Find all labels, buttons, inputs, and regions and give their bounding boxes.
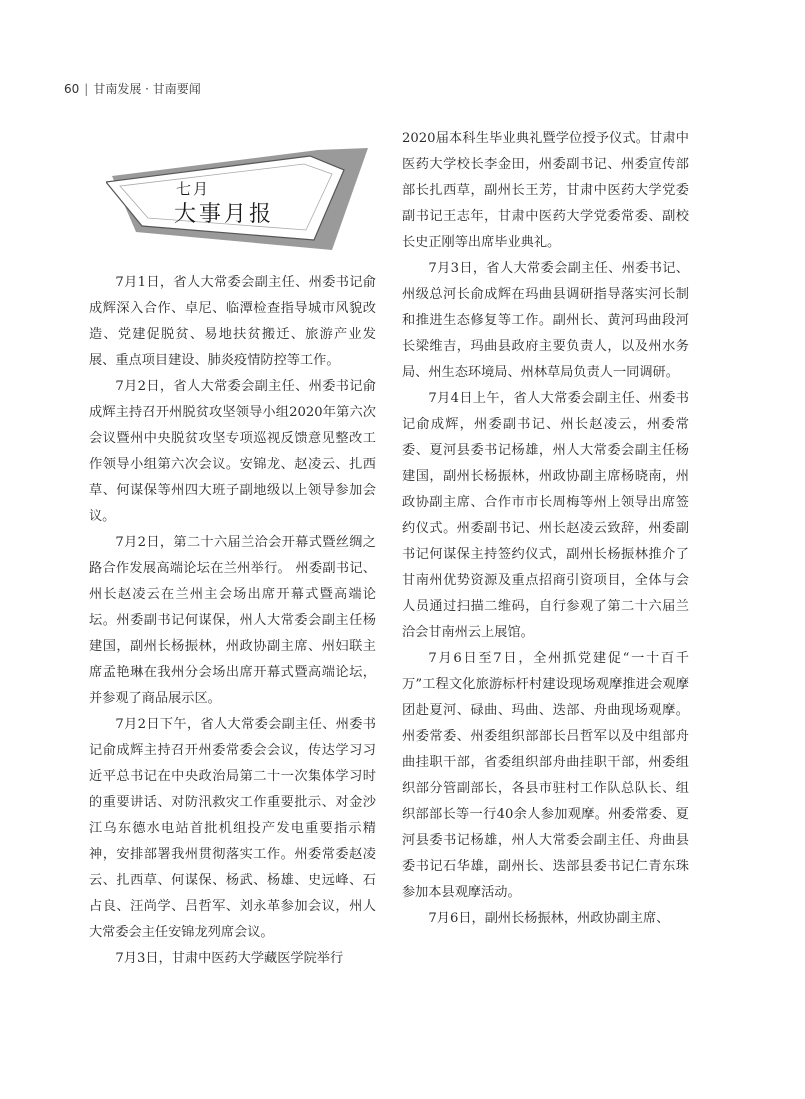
news-paragraph: 7月2日，省人大常委会副主任、州委书记俞成辉主持召开州脱贫攻坚领导小组2020年第六次会议暨州中央脱贫攻坚专项巡视反馈意见整改工作领导小组第六次会议。安锦龙、赵凌云、扎西草、何谋保等州四大班子副地级以上领导参加会议。 xyxy=(89,379,376,524)
right-column xyxy=(402,126,689,932)
news-paragraph: 7月3日，甘肃中医药大学藏医学院举行 xyxy=(115,951,344,966)
section-title: 甘南发展 · 甘南要闻 xyxy=(93,82,201,96)
news-paragraph: 7月1日，省人大常委会副主任、州委书记俞成辉深入合作、卓尼、临潭检查指导城市风貌改造、党建促脱贫、易地扶贫搬迁、旅游产业发展、重点项目建设、肺炎疫情防控等工作。 xyxy=(89,275,376,368)
news-paragraph: 7月2日下午，省人大常委会副主任、州委书记俞成辉主持召开州委常委会会议，传达学习习近平总书记在中央政治局第二十一次集体学习时的重要讲话、对防汛救灾工作重要批示、对金沙江乌东德水电站首批机组投产发电重要指示精神，安排部署我州贯彻落实工作。州委常委赵凌云、扎西草、何谋保、杨武、杨雄、史远峰、石占良、汪尚学、吕哲军、刘永革参加会议，州人大常委会主任安锦龙列席会议。 xyxy=(89,717,376,940)
news-paragraph: 7月6日至7日，全州抓党建促“一十百千万”工程文化旅游标杆村建设现场观摩推进会观摩团赴夏河、碌曲、玛曲、迭部、舟曲现场观摩。州委常委、州委组织部部长吕哲军以及中组部舟曲挂职干部，省委组织部舟曲挂职干部，州委组织部分管副部长，各县市驻村工作队总队长、组织部部长等一行40余人参加观摩。州委常委、夏河县委书记杨雄，州人大常委会副主任、舟曲县委书记石华雄，副州长、迭部县委书记仁青东珠参加本县观摩活动。 xyxy=(402,651,689,900)
left-column xyxy=(89,270,376,972)
badge-month: 七月 xyxy=(176,180,211,198)
header-separator: | xyxy=(84,82,89,96)
month-report-badge xyxy=(106,142,376,262)
badge-title: 大事月报 xyxy=(174,202,275,227)
page-number: 60 xyxy=(64,82,80,96)
news-paragraph: 7月4日上午，省人大常委会副主任、州委书记俞成辉，州委副书记、州长赵凌云，州委常委、夏河县委书记杨雄，州人大常委会副主任杨建国，副州长杨振林，州政协副主席杨晓南，州政协副主席、合作市市长周梅等州上领导出席签约仪式。州委副书记、州长赵凌云致辞，州委副书记何谋保主持签约仪式，副州长杨振林推介了甘南州优势资源及重点招商引资项目，全体与会人员通过扫描二维码，自行参观了第二十六届兰洽会甘南州云上展馆。 xyxy=(402,391,689,640)
running-header xyxy=(64,80,201,97)
news-paragraph-continued: 2020届本科生毕业典礼暨学位授予仪式。甘肃中医药大学校长李金田，州委副书记、州委宣传部部长扎西草，副州长王芳，甘肃中医药大学党委副书记王志年，甘肃中医药大学党委常委、副校长史正刚等出席毕业典礼。 xyxy=(402,131,689,250)
news-paragraph: 7月3日，省人大常委会副主任、州委书记、州级总河长俞成辉在玛曲县调研指导落实河长制和推进生态修复等工作。副州长、黄河玛曲段河长梁维吉，玛曲县政府主要负责人，以及州水务局、州生态环境局、州林草局负责人一同调研。 xyxy=(402,261,689,380)
news-paragraph: 7月6日，副州长杨振林，州政协副主席、 xyxy=(428,911,670,926)
news-paragraph: 7月2日，第二十六届兰洽会开幕式暨丝绸之路合作发展高端论坛在兰州举行。 州委副书记、州长赵凌云在兰州主会场出席开幕式暨高端论坛。州委副书记何谋保，州人大常委会副主任杨建国，副州长杨振林，州政协副主席、州妇联主席孟艳琳在我州分会场出席开幕式暨高端论坛，并参观了商品展示区。 xyxy=(89,535,376,706)
